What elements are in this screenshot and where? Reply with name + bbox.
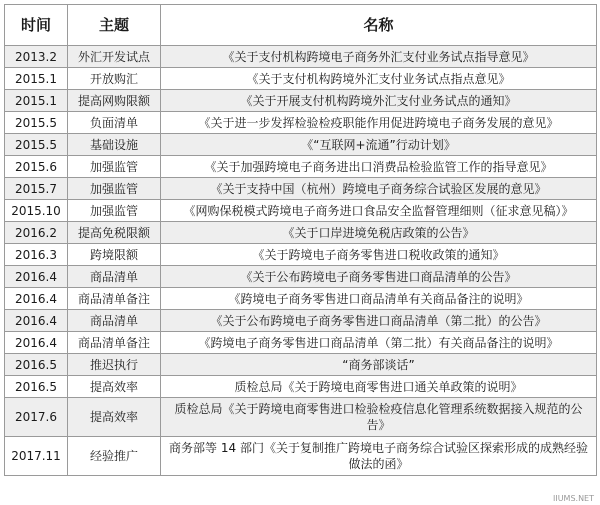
cell-time: 2016.3 xyxy=(5,244,68,266)
table-row xyxy=(5,354,597,376)
cell-name: 《跨境电子商务零售进口商品清单有关商品备注的说明》 xyxy=(161,288,597,310)
cell-topic: 商品清单备注 xyxy=(68,288,161,310)
watermark: IIUMS.NET xyxy=(552,494,594,503)
header-time: 时间 xyxy=(5,5,68,46)
cell-name: 《关于公布跨境电子商务零售进口商品清单的公告》 xyxy=(161,266,597,288)
table-row xyxy=(5,178,597,200)
table-row xyxy=(5,68,597,90)
cell-time: 2015.7 xyxy=(5,178,68,200)
table-row xyxy=(5,244,597,266)
table-row xyxy=(5,332,597,354)
cell-name: 《关于支付机构跨境电子商务外汇支付业务试点指导意见》 xyxy=(161,46,597,68)
cell-topic: 提高效率 xyxy=(68,398,161,437)
table-row xyxy=(5,310,597,332)
cell-name: 《跨境电子商务零售进口商品清单（第二批）有关商品备注的说明》 xyxy=(161,332,597,354)
header-topic: 主题 xyxy=(68,5,161,46)
cell-time: 2016.2 xyxy=(5,222,68,244)
cell-name: 《关于进一步发挥检验检疫职能作用促进跨境电子商务发展的意见》 xyxy=(161,112,597,134)
cell-time: 2015.1 xyxy=(5,90,68,112)
cell-time: 2016.4 xyxy=(5,332,68,354)
cell-time: 2015.5 xyxy=(5,134,68,156)
cell-name: 质检总局《关于跨境电商零售进口通关单政策的说明》 xyxy=(161,376,597,398)
table-row xyxy=(5,222,597,244)
cell-topic: 加强监管 xyxy=(68,178,161,200)
table-row xyxy=(5,90,597,112)
cell-topic: 商品清单备注 xyxy=(68,332,161,354)
cell-name: 商务部等 14 部门《关于复制推广跨境电子商务综合试验区探索形成的成熟经验做法的函》 xyxy=(161,437,597,476)
table-body xyxy=(5,46,597,476)
cell-time: 2015.6 xyxy=(5,156,68,178)
cell-time: 2017.6 xyxy=(5,398,68,437)
cell-topic: 外汇开发试点 xyxy=(68,46,161,68)
cell-topic: 提高效率 xyxy=(68,376,161,398)
cell-time: 2017.11 xyxy=(5,437,68,476)
cell-time: 2015.10 xyxy=(5,200,68,222)
cell-topic: 提高网购限额 xyxy=(68,90,161,112)
table-row xyxy=(5,156,597,178)
cell-time: 2015.5 xyxy=(5,112,68,134)
cell-time: 2016.4 xyxy=(5,266,68,288)
cell-name: 《关于加强跨境电子商务进出口消费品检验监管工作的指导意见》 xyxy=(161,156,597,178)
cell-name: 《关于口岸进境免税店政策的公告》 xyxy=(161,222,597,244)
table-row xyxy=(5,288,597,310)
header-name: 名称 xyxy=(161,5,597,46)
table-row xyxy=(5,134,597,156)
cell-name: 《关于跨境电子商务零售进口税收政策的通知》 xyxy=(161,244,597,266)
cell-time: 2015.1 xyxy=(5,68,68,90)
cell-name: “商务部谈话” xyxy=(161,354,597,376)
table-row xyxy=(5,112,597,134)
table-row xyxy=(5,437,597,476)
cell-topic: 负面清单 xyxy=(68,112,161,134)
cell-time: 2013.2 xyxy=(5,46,68,68)
policy-table xyxy=(4,4,597,476)
cell-topic: 商品清单 xyxy=(68,266,161,288)
cell-name: 《关于支持中国（杭州）跨境电子商务综合试验区发展的意见》 xyxy=(161,178,597,200)
table-header xyxy=(5,5,597,46)
table-row xyxy=(5,46,597,68)
cell-topic: 经验推广 xyxy=(68,437,161,476)
cell-time: 2016.4 xyxy=(5,310,68,332)
table-row xyxy=(5,200,597,222)
table-row xyxy=(5,398,597,437)
cell-topic: 商品清单 xyxy=(68,310,161,332)
cell-topic: 推迟执行 xyxy=(68,354,161,376)
header-row xyxy=(5,5,597,46)
cell-topic: 基础设施 xyxy=(68,134,161,156)
table-row xyxy=(5,266,597,288)
cell-name: 《网购保税模式跨境电子商务进口食品安全监督管理细则（征求意见稿）》 xyxy=(161,200,597,222)
cell-topic: 开放购汇 xyxy=(68,68,161,90)
cell-topic: 跨境限额 xyxy=(68,244,161,266)
cell-topic: 提高免税限额 xyxy=(68,222,161,244)
cell-name: 《关于开展支付机构跨境外汇支付业务试点的通知》 xyxy=(161,90,597,112)
cell-name: 《关于支付机构跨境外汇支付业务试点指点意见》 xyxy=(161,68,597,90)
cell-topic: 加强监管 xyxy=(68,156,161,178)
table-row xyxy=(5,376,597,398)
cell-topic: 加强监管 xyxy=(68,200,161,222)
cell-time: 2016.5 xyxy=(5,354,68,376)
cell-name: 《关于公布跨境电子商务零售进口商品清单（第二批）的公告》 xyxy=(161,310,597,332)
cell-name: 质检总局《关于跨境电商零售进口检验检疫信息化管理系统数据接入规范的公告》 xyxy=(161,398,597,437)
cell-time: 2016.5 xyxy=(5,376,68,398)
cell-name: 《“互联网+流通”行动计划》 xyxy=(161,134,597,156)
cell-time: 2016.4 xyxy=(5,288,68,310)
